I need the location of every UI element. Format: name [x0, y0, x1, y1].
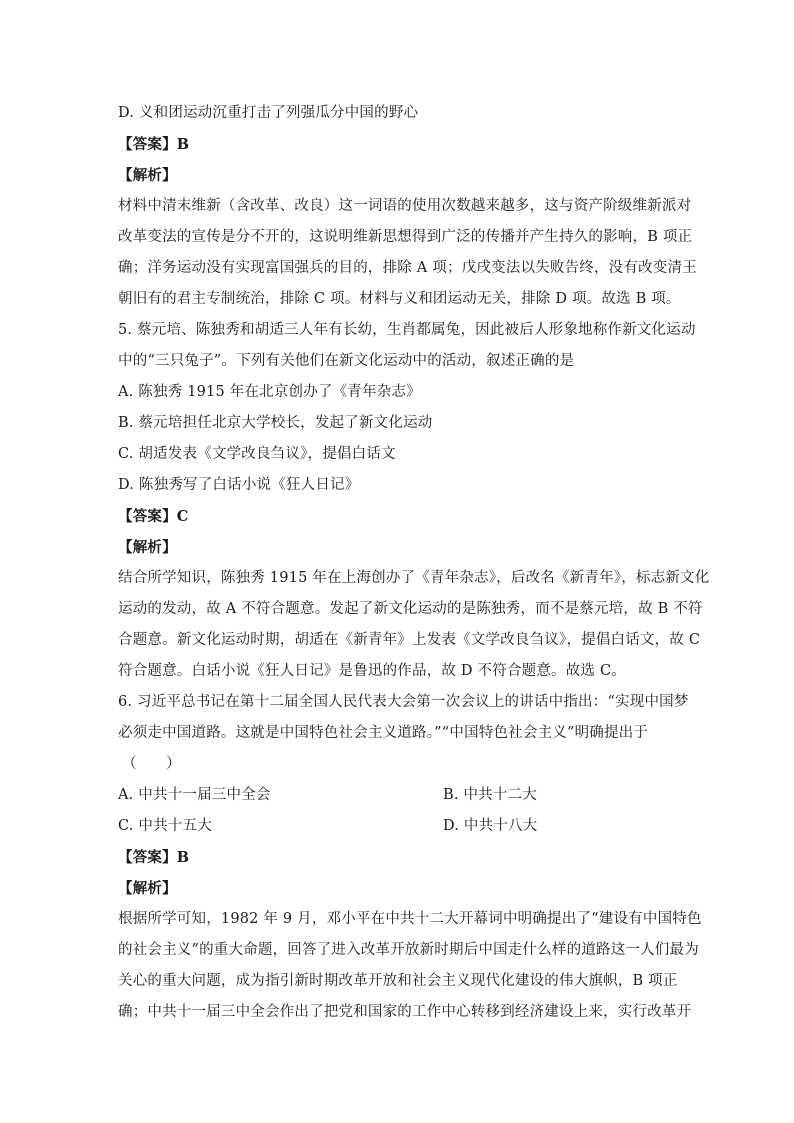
q6-analysis-line: 的社会主义”的重大命题，回答了进入改革开放新时期后中国走什么样的道路这一人们最为	[118, 942, 699, 958]
q4-analysis-line: 确；洋务运动没有实现富国强兵的目的，排除 A 项；戊戌变法以失败告终，没有改变清王	[118, 260, 697, 276]
q5-stem	[118, 315, 696, 377]
q5-analysis-line: 结合所学知识，陈独秀 1915 年在上海创办了《青年杂志》，后改名《新青年》，标志新文化	[118, 570, 710, 586]
q6-analysis-label: 【解析】	[118, 880, 177, 897]
q6-stem-line: 6. 习近平总书记在第十二届全国人民代表大会第一次会议上的讲话中指出：“实现中国梦	[118, 694, 689, 710]
q6-analysis-line: 关心的重大问题，成为指引新时期改革开放和社会主义现代化建设的伟大旗帜，B 项正	[118, 973, 678, 989]
document-page	[118, 98, 710, 1028]
q5-option-c: C. 胡适发表《文学改良刍议》，提倡白话文	[118, 446, 396, 462]
q4-analysis	[118, 191, 697, 315]
q4-analysis-label: 【解析】	[118, 167, 177, 184]
q6-analysis	[118, 904, 702, 1028]
q6-stem-line: 必须走中国道路。这就是中国特色社会主义道路。”“中国特色社会主义”明确提出于	[118, 725, 649, 741]
q6-analysis-line: 确；中共十一届三中全会作出了把党和国家的工作中心转移到经济建设上来，实行改革开	[118, 1004, 692, 1020]
q4-answer: 【答案】B	[118, 136, 190, 153]
q5-stem-line: 中的“三只兔子”。下列有关他们在新文化运动中的活动，叙述正确的是	[118, 353, 575, 369]
q5-analysis	[118, 563, 710, 687]
q4-analysis-line: 材料中清末维新（含改革、改良）这一词语的使用次数越来越多，这与资产阶级维新派对	[118, 198, 692, 214]
q6-stem-blank: （ ）	[122, 756, 181, 772]
q5-analysis-label: 【解析】	[118, 539, 177, 556]
q6-option-a: A. 中共十一届三中全会	[118, 787, 271, 803]
q5-option-a: A. 陈独秀 1915 年在北京创办了《青年杂志》	[118, 384, 421, 400]
q6-option-d: D. 中共十八大	[443, 818, 538, 834]
q4-option-d: D. 义和团运动沉重打击了列强瓜分中国的野心	[118, 105, 419, 121]
q6-stem	[118, 687, 689, 780]
q5-option-b: B. 蔡元培担任北京大学校长，发起了新文化运动	[118, 415, 433, 431]
q5-analysis-line: 符合题意。白话小说《狂人日记》是鲁迅的作品，故 D 不符合题意。故选 C。	[118, 663, 626, 679]
q6-option-b: B. 中共十二大	[443, 787, 537, 803]
q4-analysis-line: 朝旧有的君主专制统治，排除 C 项。材料与义和团运动无关，排除 D 项。故选 B 项。	[118, 291, 681, 307]
q5-analysis-line: 运动的发动，故 A 不符合题意。发起了新文化运动的是陈独秀，而不是蔡元培，故 B 不符	[118, 601, 703, 617]
q6-options-row	[118, 780, 678, 811]
q4-analysis-line: 改革变法的宣传是分不开的，这说明维新思想得到广泛的传播并产生持久的影响，B 项正	[118, 229, 693, 245]
q6-options-row	[118, 811, 678, 842]
q6-option-c: C. 中共十五大	[118, 818, 212, 834]
q5-option-d: D. 陈独秀写了白话小说《狂人日记》	[118, 477, 360, 493]
q5-answer: 【答案】C	[118, 508, 189, 525]
q5-stem-line: 5. 蔡元培、陈独秀和胡适三人年有长幼，生肖都属兔，因此被后人形象地称作新文化运动	[118, 322, 696, 338]
q5-analysis-line: 合题意。新文化运动时期，胡适在《新青年》上发表《文学改良刍议》，提倡白话文，故 C	[118, 632, 701, 648]
q6-analysis-line: 根据所学可知，1982 年 9 月，邓小平在中共十二大开幕词中明确提出了“建设有中国特色	[118, 911, 702, 927]
q6-answer: 【答案】B	[118, 849, 190, 866]
